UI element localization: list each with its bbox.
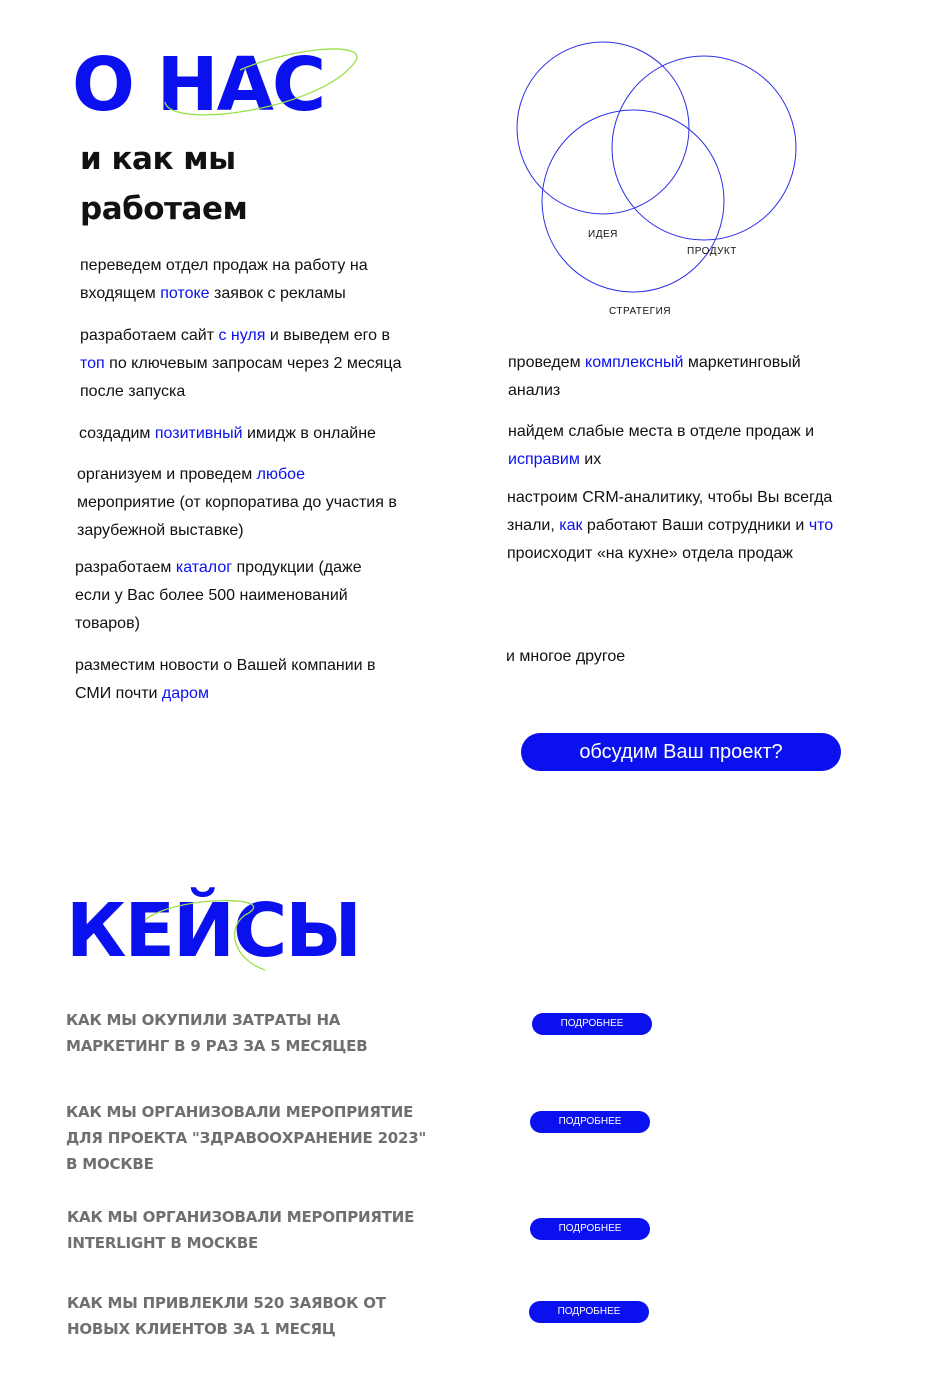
service-item-crm: настроим CRM-аналитику, чтобы Вы всегда знали, как работают Ваши сотрудники и что происходит «на кухне» отдела продаж: [507, 489, 834, 562]
highlight-word: как: [559, 517, 583, 534]
about-subtitle: [80, 134, 247, 234]
cases-title: КЕЙСЫ: [66, 888, 360, 974]
about-title: О НАС: [72, 42, 325, 128]
venn-label-idea: ИДЕЯ: [588, 229, 618, 240]
case-details-button[interactable]: ПОДРОБНЕЕ: [529, 1301, 649, 1323]
highlight-word: потоке: [160, 285, 210, 302]
case-item-title: КАК МЫ ОКУПИЛИ ЗАТРАТЫ НА МАРКЕТИНГ В 9 РАЗ ЗА 5 МЕСЯЦЕВ: [66, 1011, 368, 1055]
highlight-word: исправим: [508, 451, 580, 468]
case-details-button[interactable]: ПОДРОБНЕЕ: [532, 1013, 652, 1035]
venn-circle-strategy: [542, 110, 724, 292]
highlight-word: с нуля: [218, 327, 266, 344]
service-item-sales-flow: переведем отдел продаж на работу на входящем потоке заявок с рекламы: [80, 257, 368, 302]
title-swoosh-decoration: [150, 40, 370, 130]
subtitle-line-1: и как мы: [80, 141, 236, 177]
highlight-word: позитивный: [154, 425, 243, 442]
highlight-word: любое: [256, 466, 305, 483]
case-details-button[interactable]: ПОДРОБНЕЕ: [530, 1111, 650, 1133]
service-item-media: разместим новости о Вашей компании в СМИ почти даром: [75, 657, 376, 702]
more-text: и многое другое: [506, 648, 626, 665]
service-item-image: создадим позитивный имидж в онлайне: [79, 425, 376, 442]
case-item-title: КАК МЫ ОРГАНИЗОВАЛИ МЕРОПРИЯТИЕ INTERLIGHT В МОСКВЕ: [67, 1208, 415, 1252]
highlight-word: каталог: [175, 559, 233, 576]
highlight-word: комплексный: [585, 354, 684, 371]
venn-label-product: ПРОДУКТ: [687, 246, 737, 257]
highlight-word: что: [808, 517, 834, 534]
service-item-website: разработаем сайт с нуля и выведем его в топ по ключевым запросам через 2 месяца после запуска: [80, 327, 402, 400]
highlight-word: топ: [80, 355, 105, 372]
venn-label-strategy: СТРАТЕГИЯ: [609, 306, 671, 317]
venn-diagram: [505, 35, 805, 335]
service-item-sales-fix: найдем слабые места в отделе продаж и исправим их: [508, 423, 815, 468]
case-details-button[interactable]: ПОДРОБНЕЕ: [530, 1218, 650, 1240]
discuss-project-button[interactable]: обсудим Ваш проект?: [521, 733, 841, 771]
case-item-title: КАК МЫ ПРИВЛЕКЛИ 520 ЗАЯВОК ОТ НОВЫХ КЛИЕНТОВ ЗА 1 МЕСЯЦ: [67, 1294, 386, 1338]
venn-circle-product: [612, 56, 796, 240]
cases-swoosh-decoration: [135, 890, 285, 980]
highlight-word: даром: [161, 685, 209, 702]
service-item-catalog: разработаем каталог продукции (даже если у Вас более 500 наименований товаров): [75, 559, 362, 632]
subtitle-line-2: работаем: [80, 191, 248, 227]
service-item-analysis: проведем комплексный маркетинговый анализ: [508, 354, 801, 399]
case-item-title: КАК МЫ ОРГАНИЗОВАЛИ МЕРОПРИЯТИЕ ДЛЯ ПРОЕКТА "ЗДРАВООХРАНЕНИЕ 2023" В МОСКВЕ: [66, 1103, 427, 1173]
service-item-events: организуем и проведем любое мероприятие (от корпоратива до участия в зарубежной выставке): [77, 466, 397, 539]
